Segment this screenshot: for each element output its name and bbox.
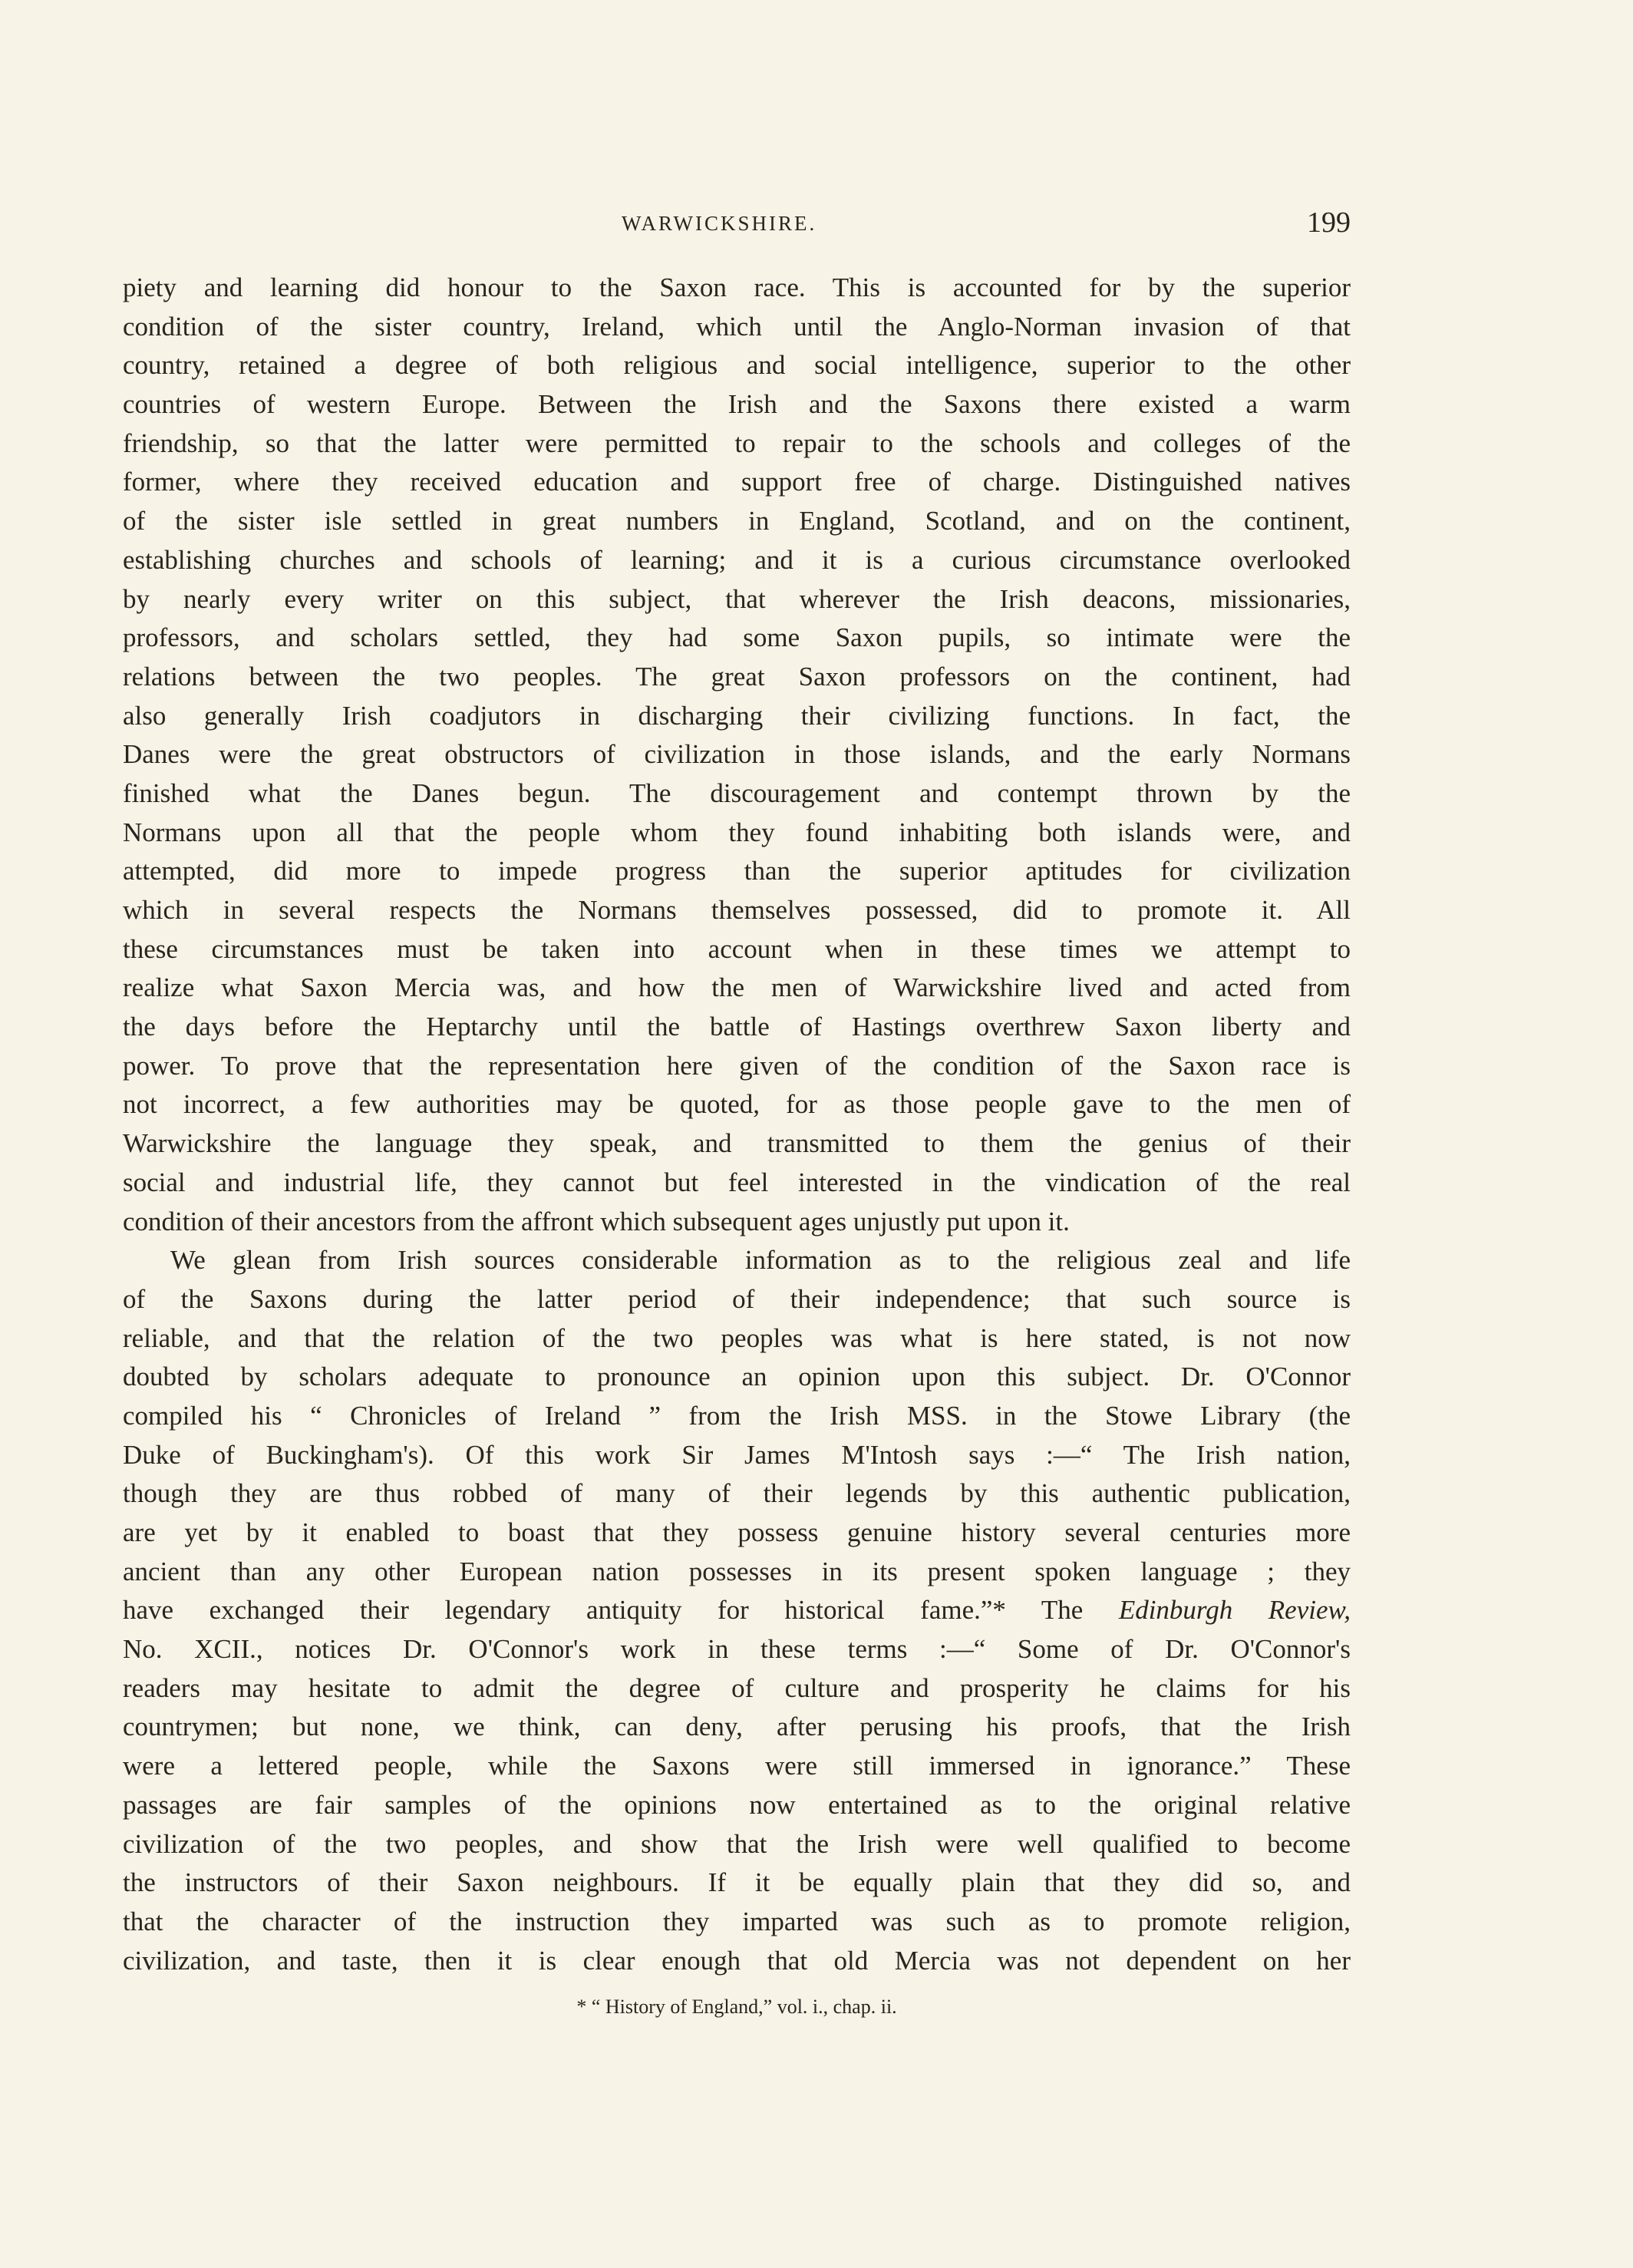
text-line: the instructors of their Saxon neighbours. If it be equally plain that they did so, and bbox=[123, 1867, 1351, 1898]
text-line: realize what Saxon Mercia was, and how the men of Warwickshire lived and acted from bbox=[123, 972, 1351, 1003]
text-line: the days before the Heptarchy until the battle of Hastings overthrew Saxon liberty and bbox=[123, 1012, 1351, 1042]
text-line: attempted, did more to impede progress than the superior aptitudes for civilization bbox=[123, 856, 1351, 886]
text-line: relations between the two peoples. The great Saxon professors on the continent, had bbox=[123, 661, 1351, 692]
italic-journal-title: Edinburgh Review, bbox=[1118, 1595, 1351, 1626]
text-line: professors, and scholars settled, they had some Saxon pupils, so intimate were the bbox=[123, 622, 1351, 653]
text-line: of the sister isle settled in great numbers in England, Scotland, and on the continent, bbox=[123, 506, 1351, 536]
text-line: social and industrial life, they cannot but feel interested in the vindication of the real bbox=[123, 1167, 1351, 1197]
text-line: were a lettered people, while the Saxons were still immersed in ignorance.” These bbox=[123, 1751, 1351, 1781]
text-line-part: have exchanged their legendary antiquity for historical fame.”* The bbox=[123, 1595, 1119, 1626]
text-line: are yet by it enabled to boast that they possess genuine history several centuries more bbox=[123, 1517, 1351, 1547]
text-line: former, where they received education and support free of charge. Distinguished natives bbox=[123, 467, 1351, 497]
text-line: by nearly every writer on this subject, that wherever the Irish deacons, missionaries, bbox=[123, 583, 1351, 614]
text-line: civilization of the two peoples, and show that the Irish were well qualified to become bbox=[123, 1828, 1351, 1859]
text-line: that the character of the instruction they imparted was such as to promote religion, bbox=[123, 1906, 1351, 1936]
text-line: finished what the Danes begun. The discouragement and contempt thrown by the bbox=[123, 777, 1351, 808]
text-line: which in several respects the Normans themselves possessed, did to promote it. All bbox=[123, 895, 1351, 925]
text-line: condition of the sister country, Ireland, which until the Anglo-Norman invasion of that bbox=[123, 311, 1351, 342]
text-line: countrymen; but none, we think, can deny, after perusing his proofs, that the Irish bbox=[123, 1712, 1351, 1742]
text-line: compiled his “ Chronicles of Ireland ” from the Irish MSS. in the Stowe Library (the bbox=[123, 1400, 1351, 1431]
running-head bbox=[123, 206, 1351, 244]
text-line: of the Saxons during the latter period of their independence; that such source is bbox=[123, 1283, 1351, 1314]
text-line: countries of western Europe. Between the Irish and the Saxons there existed a warm bbox=[123, 389, 1351, 420]
text-line: doubted by scholars adequate to pronounce an opinion upon this subject. Dr. O'Connor bbox=[123, 1362, 1351, 1392]
text-line: country, retained a degree of both religious and social intelligence, superior to the other bbox=[123, 350, 1351, 381]
text-line: also generally Irish coadjutors in discharging their civilizing functions. In fact, the bbox=[123, 700, 1351, 731]
text-line: Danes were the great obstructors of civilization in those islands, and the early Normans bbox=[123, 739, 1351, 770]
text-line: piety and learning did honour to the Saxon race. This is accounted for by the superior bbox=[123, 272, 1351, 302]
text-line: Duke of Buckingham's). Of this work Sir James M'Intosh says :—“ The Irish nation, bbox=[123, 1439, 1351, 1470]
text-line-paragraph-start: We glean from Irish sources considerable information as to the religious zeal and life bbox=[170, 1245, 1351, 1276]
text-line-with-italic bbox=[123, 1591, 1351, 1630]
running-head-title: WARWICKSHIRE. bbox=[622, 212, 817, 235]
text-line: No. XCII., notices Dr. O'Connor's work in these terms :—“ Some of Dr. O'Connor's bbox=[123, 1634, 1351, 1665]
body-text bbox=[123, 269, 1351, 1980]
text-line: friendship, so that the latter were permitted to repair to the schools and colleges of the bbox=[123, 428, 1351, 458]
page-number: 199 bbox=[1307, 206, 1351, 239]
text-line: these circumstances must be taken into account when in these times we attempt to bbox=[123, 933, 1351, 964]
text-line: readers may hesitate to admit the degree of culture and prosperity he claims for his bbox=[123, 1672, 1351, 1703]
text-line: passages are fair samples of the opinions now entertained as to the original relative bbox=[123, 1789, 1351, 1820]
text-line: establishing churches and schools of learning; and it is a curious circumstance overlooked bbox=[123, 544, 1351, 575]
text-line: civilization, and taste, then it is clear enough that old Mercia was not dependent on her bbox=[123, 1945, 1351, 1976]
text-line: ancient than any other European nation possesses in its present spoken language ; they bbox=[123, 1556, 1351, 1586]
text-line: condition of their ancestors from the affront which subsequent ages unjustly put upon it. bbox=[123, 1206, 1070, 1236]
text-line: reliable, and that the relation of the two peoples was what is here stated, is not now bbox=[123, 1322, 1351, 1353]
text-line: Warwickshire the language they speak, and transmitted to them the genius of their bbox=[123, 1128, 1351, 1159]
text-line: power. To prove that the representation here given of the condition of the Saxon race is bbox=[123, 1050, 1351, 1081]
footnote: * “ History of England,” vol. i., chap. ii. bbox=[576, 1996, 897, 2018]
text-line: not incorrect, a few authorities may be quoted, for as those people gave to the men of bbox=[123, 1089, 1351, 1120]
text-line: Normans upon all that the people whom they found inhabiting both islands were, and bbox=[123, 817, 1351, 847]
text-line: though they are thus robbed of many of their legends by this authentic publication, bbox=[123, 1478, 1351, 1509]
